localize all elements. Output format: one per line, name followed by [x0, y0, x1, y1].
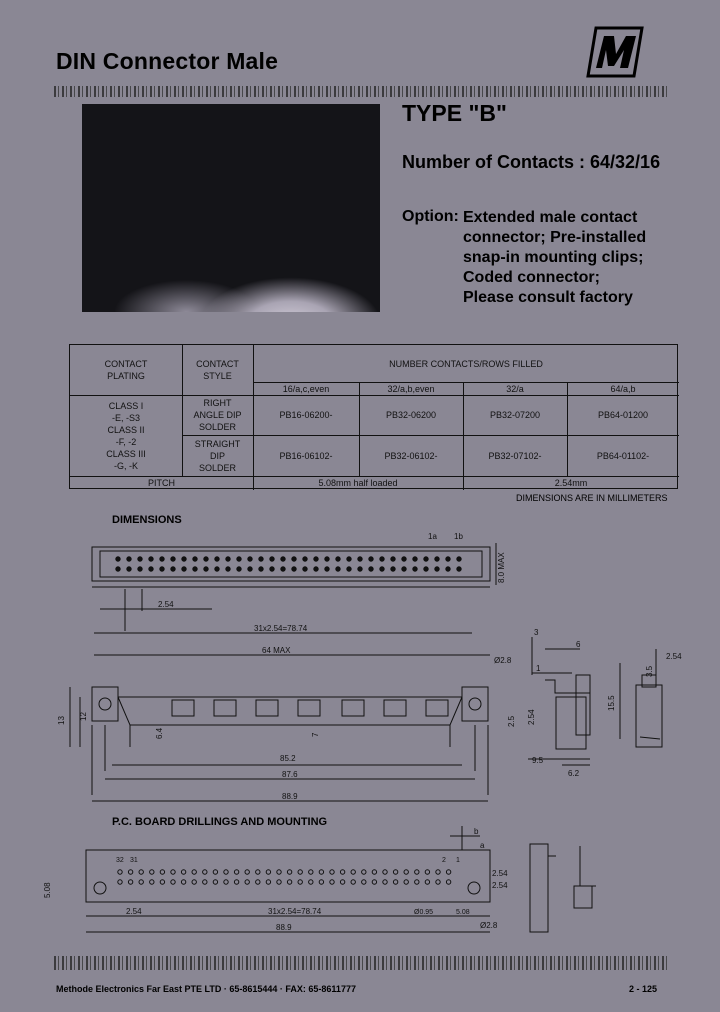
page-title: DIN Connector Male [56, 48, 279, 74]
pin-contact [336, 567, 340, 571]
pcb-hole [139, 880, 143, 884]
pin-contact [171, 567, 175, 571]
pcb-hole [181, 870, 185, 874]
pcb-hole [362, 880, 366, 884]
label-87-6: 87.6 [282, 770, 298, 779]
option-line: Extended male contact [463, 209, 638, 226]
label-pcb-1: 1 [456, 857, 460, 864]
pitch-label: PITCH [148, 478, 175, 488]
label-pcb-2: 2 [442, 857, 446, 864]
pin-contact [138, 557, 142, 561]
pcb-hole [393, 880, 397, 884]
header-number-contacts: NUMBER CONTACTS/ROWS FILLED [389, 358, 543, 369]
pin-contact [347, 567, 351, 571]
label-9-5: 9.5 [532, 756, 544, 765]
pcb-hole [181, 880, 185, 884]
label-pitch-total: 31x2.54=78.74 [254, 624, 308, 633]
pcb-hole [415, 880, 419, 884]
pin-contact [402, 567, 406, 571]
pcb-hole [383, 880, 387, 884]
option-line: Coded connector; [463, 269, 600, 286]
pcb-hole [415, 870, 419, 874]
part-number: PB32-06102- [384, 450, 438, 461]
pin-contact [116, 557, 120, 561]
subheader: 32/a [506, 383, 524, 394]
pitch-value: 5.08mm half loaded [318, 478, 398, 488]
pcb-hole [319, 880, 323, 884]
pin-contact [226, 557, 230, 561]
pin-contact [270, 567, 274, 571]
pcb-hole [309, 870, 313, 874]
pin-contact [226, 567, 230, 571]
pin-contact [435, 567, 439, 571]
dimensions-unit-note: DIMENSIONS ARE IN MILLIMETERS [516, 493, 668, 503]
pin-contact [127, 567, 131, 571]
label-pcb-hole-small: Ø0.95 [414, 909, 434, 916]
pcb-hole [330, 880, 334, 884]
label-hole-2-8: Ø2.8 [494, 656, 512, 665]
label-pcb-5-08: 5.08 [456, 909, 470, 916]
pcb-hole [351, 870, 355, 874]
pin-contact [138, 567, 142, 571]
label-13: 13 [57, 716, 66, 725]
pin-contact [193, 567, 197, 571]
pcb-hole [245, 880, 249, 884]
pin-contact [347, 557, 351, 561]
option-line: Please consult factory [463, 289, 633, 306]
dimension-drawings [0, 525, 720, 815]
pin-contact [127, 557, 131, 561]
header-contact-plating: CONTACT PLATING [104, 359, 148, 381]
pin-contact [248, 567, 252, 571]
label-pcb-hole-2-8: Ø2.8 [480, 921, 498, 930]
pcb-hole [362, 870, 366, 874]
label-pcb-left: 5.08 [43, 882, 52, 898]
pcb-hole [150, 870, 154, 874]
pcb-hole [256, 880, 260, 884]
front-view-drawing [70, 687, 488, 801]
label-12: 12 [79, 712, 88, 721]
pcb-hole [298, 870, 302, 874]
pin-contact [149, 567, 153, 571]
pin-contact [215, 567, 219, 571]
pin-contact [182, 557, 186, 561]
pcb-hole [266, 880, 270, 884]
pcb-hole [203, 870, 207, 874]
pin-contact [292, 567, 296, 571]
label-6-4: 6.4 [155, 727, 164, 739]
footer-company: Methode Electronics Far East PTE LTD · 65-8615444 · FAX: 65-8611777 [56, 984, 356, 994]
part-number: PB32-07200 [489, 410, 541, 420]
pin-contact [413, 557, 417, 561]
pcb-hole [128, 880, 132, 884]
pcb-hole [393, 870, 397, 874]
label-7: 7 [311, 732, 320, 737]
pin-contact [303, 557, 307, 561]
pin-contact [446, 567, 450, 571]
methode-logo [586, 24, 644, 80]
pin-contact [248, 557, 252, 561]
subheader: 16/a,c,even [282, 383, 330, 394]
subheader: 32/a,b,even [387, 383, 435, 394]
label-2-5: 2.5 [507, 715, 516, 727]
pcb-hole [287, 880, 291, 884]
pcb-hole [203, 880, 207, 884]
pcb-hole [340, 880, 344, 884]
label-6: 6 [576, 640, 581, 649]
pin-contact [160, 567, 164, 571]
dimensions-heading: DIMENSIONS [112, 514, 182, 526]
connector-photo [82, 104, 380, 312]
pcb-hole [213, 880, 217, 884]
pcb-heading: P.C. BOARD DRILLINGS AND MOUNTING [112, 816, 328, 828]
pin-contact [182, 567, 186, 571]
pin-contact [457, 567, 461, 571]
pin-contact [325, 557, 329, 561]
pin-contact [237, 567, 241, 571]
label-3-5: 3.5 [645, 665, 654, 677]
side-view-straight [636, 649, 662, 747]
pcb-hole [224, 880, 228, 884]
label-3: 3 [534, 628, 539, 637]
pin-contact [446, 557, 450, 561]
pin-contact [281, 557, 285, 561]
label-1b: 1b [454, 532, 463, 541]
option-text [463, 208, 646, 308]
pin-contact [402, 557, 406, 561]
pin-contact [358, 567, 362, 571]
label-8-max: 8.0 MAX [497, 552, 506, 583]
pin-contact [380, 567, 384, 571]
pcb-hole [425, 880, 429, 884]
part-number-table [69, 344, 678, 489]
pcb-hole [277, 870, 281, 874]
pin-contact [149, 557, 153, 561]
pin-contact [303, 567, 307, 571]
header-contact-style: CONTACT STYLE [196, 359, 239, 381]
pcb-hole [171, 870, 175, 874]
pcb-hole [330, 870, 334, 874]
label-2-54-side: 2.54 [527, 709, 536, 725]
label-64-max: 64 MAX [262, 646, 291, 655]
pin-contact [204, 567, 208, 571]
subheader: 64/a,b [610, 383, 636, 394]
label-pcb-2-54-c: 2.54 [126, 907, 142, 916]
pcb-hole [277, 880, 281, 884]
number-of-contacts: Number of Contacts : 64/32/16 [402, 152, 661, 172]
pcb-hole [287, 870, 291, 874]
label-15-5: 15.5 [607, 695, 616, 711]
part-number: PB16-06200- [279, 410, 333, 420]
pcb-hole [404, 880, 408, 884]
label-pcb-pitch: 31x2.54=78.74 [268, 907, 322, 916]
pin-contact [424, 567, 428, 571]
label-88-9: 88.9 [282, 792, 298, 801]
pcb-outline [86, 826, 490, 932]
pin-contact [259, 557, 263, 561]
label-1: 1 [536, 664, 541, 673]
label-pcb-2-54-a: 2.54 [492, 869, 508, 878]
pcb-side-profile [530, 844, 596, 932]
pcb-hole [319, 870, 323, 874]
pcb-hole [436, 870, 440, 874]
label-pcb-88-9: 88.9 [276, 923, 292, 932]
pcb-hole [128, 870, 132, 874]
pcb-hole [340, 870, 344, 874]
part-number: PB64-01200 [597, 410, 649, 420]
pin-contact [160, 557, 164, 561]
label-pcb-31: 31 [130, 857, 138, 864]
label-1a: 1a [428, 532, 437, 541]
label-6-2: 6.2 [568, 769, 580, 778]
decorative-band [54, 956, 668, 970]
pcb-hole [234, 870, 238, 874]
option-label: Option: [402, 208, 459, 225]
pin-contact [391, 567, 395, 571]
pcb-hole [139, 870, 143, 874]
option-line: connector; Pre-installed [463, 229, 647, 246]
pcb-hole [446, 870, 450, 874]
pin-contact [325, 567, 329, 571]
pin-contact [369, 557, 373, 561]
label-pcb-a: a [480, 841, 485, 850]
pcb-hole [192, 870, 196, 874]
part-number: PB32-07102- [488, 450, 542, 461]
pin-contact [413, 567, 417, 571]
label-pcb-b: b [474, 827, 479, 836]
pcb-drilling-drawing [0, 826, 720, 954]
pcb-hole [309, 880, 313, 884]
pin-contact [457, 557, 461, 561]
pcb-hole [256, 870, 260, 874]
pin-contact [116, 567, 120, 571]
pin-contact [314, 567, 318, 571]
pcb-hole [245, 870, 249, 874]
pitch-value: 2.54mm [554, 478, 588, 488]
label-pcb-2-54-b: 2.54 [492, 881, 508, 890]
label-2-54-side2: 2.54 [666, 652, 682, 661]
pin-contact [336, 557, 340, 561]
pin-contact [314, 557, 318, 561]
decorative-band [54, 86, 668, 97]
label-85-2: 85.2 [280, 754, 296, 763]
part-number: PB16-06102- [279, 450, 333, 461]
pcb-hole [372, 880, 376, 884]
pin-contact [259, 567, 263, 571]
pin-contact [215, 557, 219, 561]
pcb-hole [118, 880, 122, 884]
pcb-hole [118, 870, 122, 874]
page-number: 2 - 125 [629, 984, 658, 994]
pcb-hole [213, 870, 217, 874]
pin-contact [270, 557, 274, 561]
pin-contact [237, 557, 241, 561]
pin-contact [369, 567, 373, 571]
pcb-hole [266, 870, 270, 874]
pin-contact [171, 557, 175, 561]
pcb-hole [171, 880, 175, 884]
pcb-hole [234, 880, 238, 884]
plating-classes: CLASS I -E, -S3 CLASS II -F, -2 CLASS III -G, -K [106, 400, 146, 471]
pcb-hole [351, 880, 355, 884]
pcb-hole [404, 870, 408, 874]
pcb-hole [224, 870, 228, 874]
pin-contact [193, 557, 197, 561]
pin-contact [435, 557, 439, 561]
pcb-hole [298, 880, 302, 884]
label-2-54: 2.54 [158, 600, 174, 609]
pcb-hole [192, 880, 196, 884]
label-pcb-32: 32 [116, 857, 124, 864]
pcb-hole [425, 870, 429, 874]
pcb-hole [372, 870, 376, 874]
product-type: TYPE "B" [402, 100, 507, 126]
option-line: snap-in mounting clips; [463, 249, 644, 266]
pin-contact [424, 557, 428, 561]
pcb-hole [436, 880, 440, 884]
style-straight: STRAIGHT DIP SOLDER [194, 438, 241, 473]
pin-contact [391, 557, 395, 561]
top-view-drawing [92, 543, 496, 655]
pcb-hole [150, 880, 154, 884]
part-number: PB32-06200 [385, 410, 437, 420]
style-right-angle: RIGHT ANGLE DIP SOLDER [193, 398, 242, 432]
pin-contact [204, 557, 208, 561]
pin-contact [358, 557, 362, 561]
pin-contact [380, 557, 384, 561]
pcb-hole [160, 870, 164, 874]
part-number: PB64-01102- [596, 450, 650, 461]
pin-contact [292, 557, 296, 561]
pcb-hole [383, 870, 387, 874]
pcb-hole [446, 880, 450, 884]
pin-contact [281, 567, 285, 571]
pcb-hole [160, 880, 164, 884]
